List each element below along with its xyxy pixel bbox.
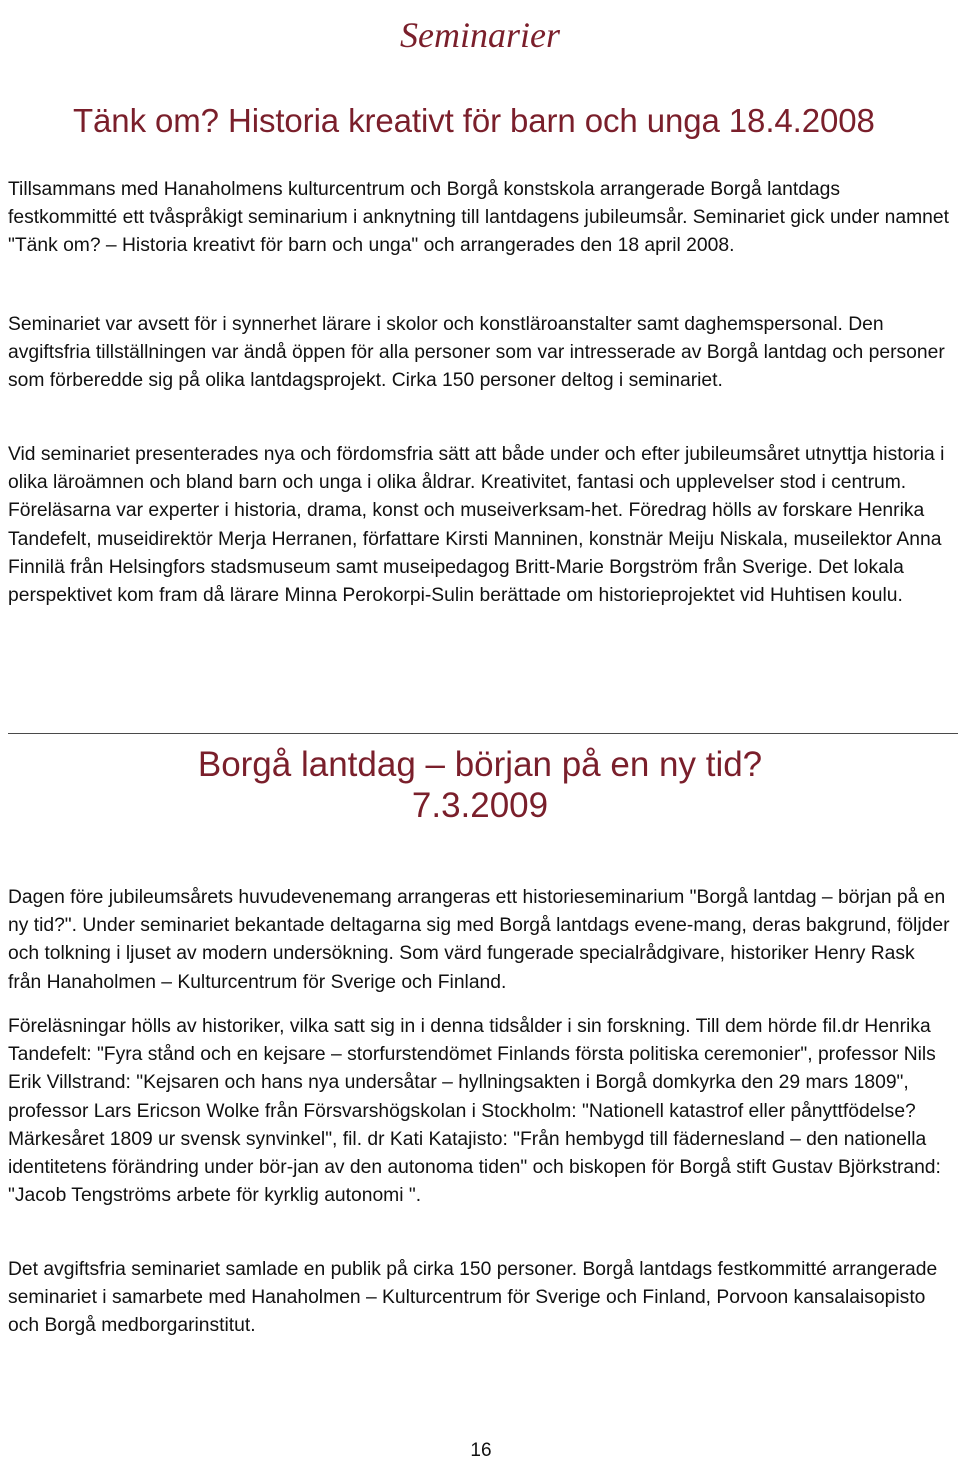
section1-heading: Tänk om? Historia kreativt för barn och unga 18.4.2008	[73, 102, 875, 139]
section2-heading-date: 7.3.2009	[411, 786, 549, 825]
section2-heading	[0, 744, 960, 826]
section2-heading-title: Borgå lantdag – början på en ny tid?	[197, 745, 763, 784]
paragraph-text: Tillsammans med Hanaholmens kulturcentrum och Borgå konstskola arrangerade Borgå lantdags festkommitté ett tvåspråkigt seminarium i anknytning till lantdagens jubileumsår. Seminariet gick under namnet "Tänk om? – Historia kreativt för barn och unga" och arrangerades den 18 april 2008.	[8, 179, 949, 257]
section2-paragraph-1	[8, 884, 952, 997]
page-number: 16	[470, 1440, 492, 1461]
paragraph-text: Det avgiftsfria seminariet samlade en publik på cirka 150 personer. Borgå lantdags festkommitté arrangerade seminariet i samarbete med Hanaholmen – Kulturcentrum för Sverige och Finland, Porvoon kansalaisopisto och Borgå medborgarinstitut.	[8, 1259, 938, 1337]
section2-paragraph-2	[8, 1013, 952, 1210]
paragraph-text: Seminariet var avsett för i synnerhet lärare i skolor och konstläroanstalter samt daghemspersonal. Den avgiftsfria tillställningen var ändå öppen för alla personer som var intresserade av Borgå lantdag och personer som förberedde sig på olika lantdagsprojekt. Cirka 150 personer deltog i seminariet.	[8, 314, 945, 392]
section1-paragraph-2	[8, 311, 952, 396]
paragraph-text: Dagen före jubileumsårets huvudevenemang arrangeras ett historieseminarium "Borgå lantdag – början på en ny tid?". Under seminariet bekantade deltagarna sig med Borgå lantdags evene-mang, deras bakgrund, följder och tolkning i ljuset av modern undersökning. Som värd fungerade specialrådgivare, historiker Henry Rask från Hanaholmen – Kulturcentrum för Sverige och Finland.	[8, 887, 950, 993]
paragraph-text: Föreläsningar hölls av historiker, vilka satt sig in i denna tidsålder i sin forskning. Till dem hörde fil.dr Henrika Tandefelt: "Fyra stånd och en kejsare – storfurstendömet Finlands första politiska ceremonier", professor Nils Erik Villstrand: "Kejsaren och hans nya undersåtar – hyllningsakten i Borgå domkyrka den 29 mars 1809", professor Lars Ericson Wolke från Försvarshögskolan i Stockholm: "Nationell katastrof eller pånyttfödelse? Märkesåret 1809 ur svensk synvinkel", fil. dr Kati Katajisto: "Från hembygd till fädernesland – den nationella identitetens förändring under bör-jan av den autonoma tiden" och biskopen för Borgå stift Gustav Björkstrand: "Jacob Tengströms arbete för kyrklig autonomi ".	[8, 1016, 941, 1207]
section2-paragraph-3	[8, 1256, 952, 1341]
section-divider	[8, 733, 958, 734]
paragraph-text: Vid seminariet presenterades nya och fördomsfria sätt att både under och efter jubileumsåret utnyttja historia i olika läroämnen och bland barn och unga i olika åldrar. Kreativitet, fantasi och upplevelser stod i centrum. Föreläsarna var experter i historia, drama, konst och museiverksam-het. Föredrag hölls av forskare Henrika Tandefelt, museidirektör Merja Herranen, författare Kirsti Manninen, konstnär Meiju Niskala, museilektor Anna Finnilä från Helsingfors stadsmuseum samt museipedagog Britt-Marie Borgström från Sverige. Det lokala perspektivet kom fram då lärare Minna Perokorpi-Sulin berättade om historieprojektet vid Huhtisen koulu.	[8, 444, 945, 607]
page-title: Seminarier	[400, 15, 560, 55]
section1-paragraph-1	[8, 176, 952, 261]
section1-paragraph-3	[8, 441, 952, 610]
